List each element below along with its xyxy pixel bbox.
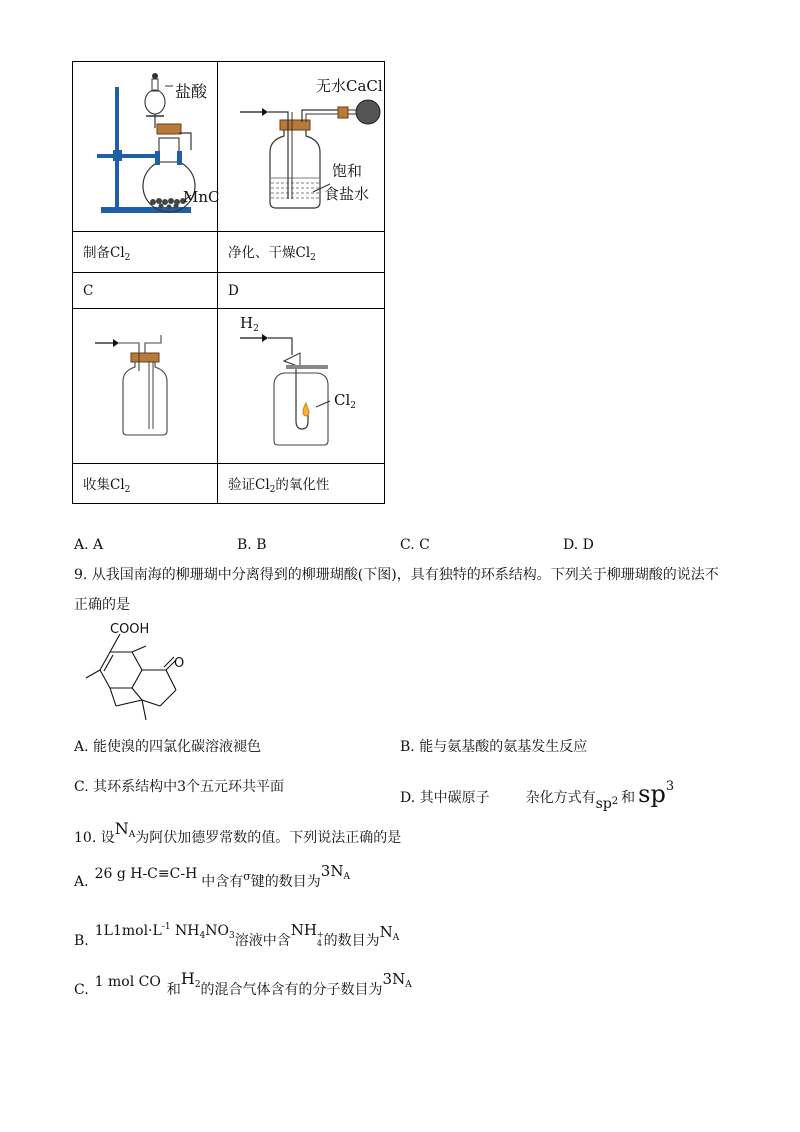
label-c: C [73, 273, 218, 309]
cooh-label: COOH [110, 622, 150, 637]
q10-stem: 10. 设$N_A$为阿伏加德罗常数的值。下列说法正确的是 [74, 819, 402, 846]
apparatus-a-cell [73, 62, 218, 232]
q9-stem-line2: 正确的是 [74, 597, 130, 613]
q10-option-b[interactable]: $B.1L1mol\cdot L^{-1}$ $NH_4NO_3$溶液中含NH + 4 的数目为$N_A$ [74, 921, 400, 949]
label-purify-cl2: 净化、干燥$Cl_2$ [218, 232, 385, 273]
collect-cl2-figure [73, 309, 217, 463]
q10-option-c[interactable]: C. 1 mol CO 和$H_2$的混合气体含有的分子数目为$3N_A$ [74, 969, 412, 998]
apparatus-b-cell [218, 62, 385, 232]
apparatus-d-cell [218, 309, 385, 464]
ketone-o-label: O [174, 656, 185, 671]
q8-option-b[interactable]: B. B [237, 537, 267, 553]
q8-option-d[interactable]: D. D [563, 537, 594, 553]
h2-label: $H_2$ [240, 314, 259, 334]
saturated-label-1: 饱和 [332, 162, 363, 180]
saturated-label-2: 食盐水 [324, 185, 370, 203]
mno2-label: MnC [183, 188, 220, 206]
q9-option-d[interactable]: D. 其中碳原子 杂化方式有$sp^2$ 和 sp3 [400, 779, 675, 812]
label-collect-cl2: 收集$Cl_2$ [73, 464, 218, 504]
q8-option-a[interactable]: A. A [74, 537, 104, 553]
q9-option-b[interactable]: B. 能与氨基酸的氨基发生反应 [400, 739, 588, 755]
q9-stem-line1: 9. 从我国南海的柳珊瑚中分离得到的柳珊瑚酸(下图)，具有独特的环系结构。下列关于柳珊瑚酸的说法不 [74, 567, 719, 583]
hcl-label: 盐酸 [175, 82, 208, 101]
apparatus-c-cell [73, 309, 218, 464]
q9-option-c[interactable]: C. 其环系结构中3个五元环共平面 [74, 779, 285, 795]
q8-option-c[interactable]: C. C [400, 537, 430, 553]
q10-option-a[interactable]: A. 26 g H-C≡C-H 中含有$^\sigma$键的数目为$3N_A$ [74, 862, 350, 890]
apparatus-table [72, 61, 385, 504]
label-d: D [218, 273, 385, 309]
label-prepare-cl2: 制备$Cl_2$ [73, 232, 218, 273]
cl2-label: $Cl_2$ [334, 391, 357, 411]
label-verify-cl2: 验证$Cl_2$的氧化性 [218, 464, 385, 504]
cacl2-label: 无水CaCl [316, 77, 383, 95]
q9-option-a[interactable]: A. 能使溴的四氯化碳溶液褪色 [74, 739, 262, 755]
